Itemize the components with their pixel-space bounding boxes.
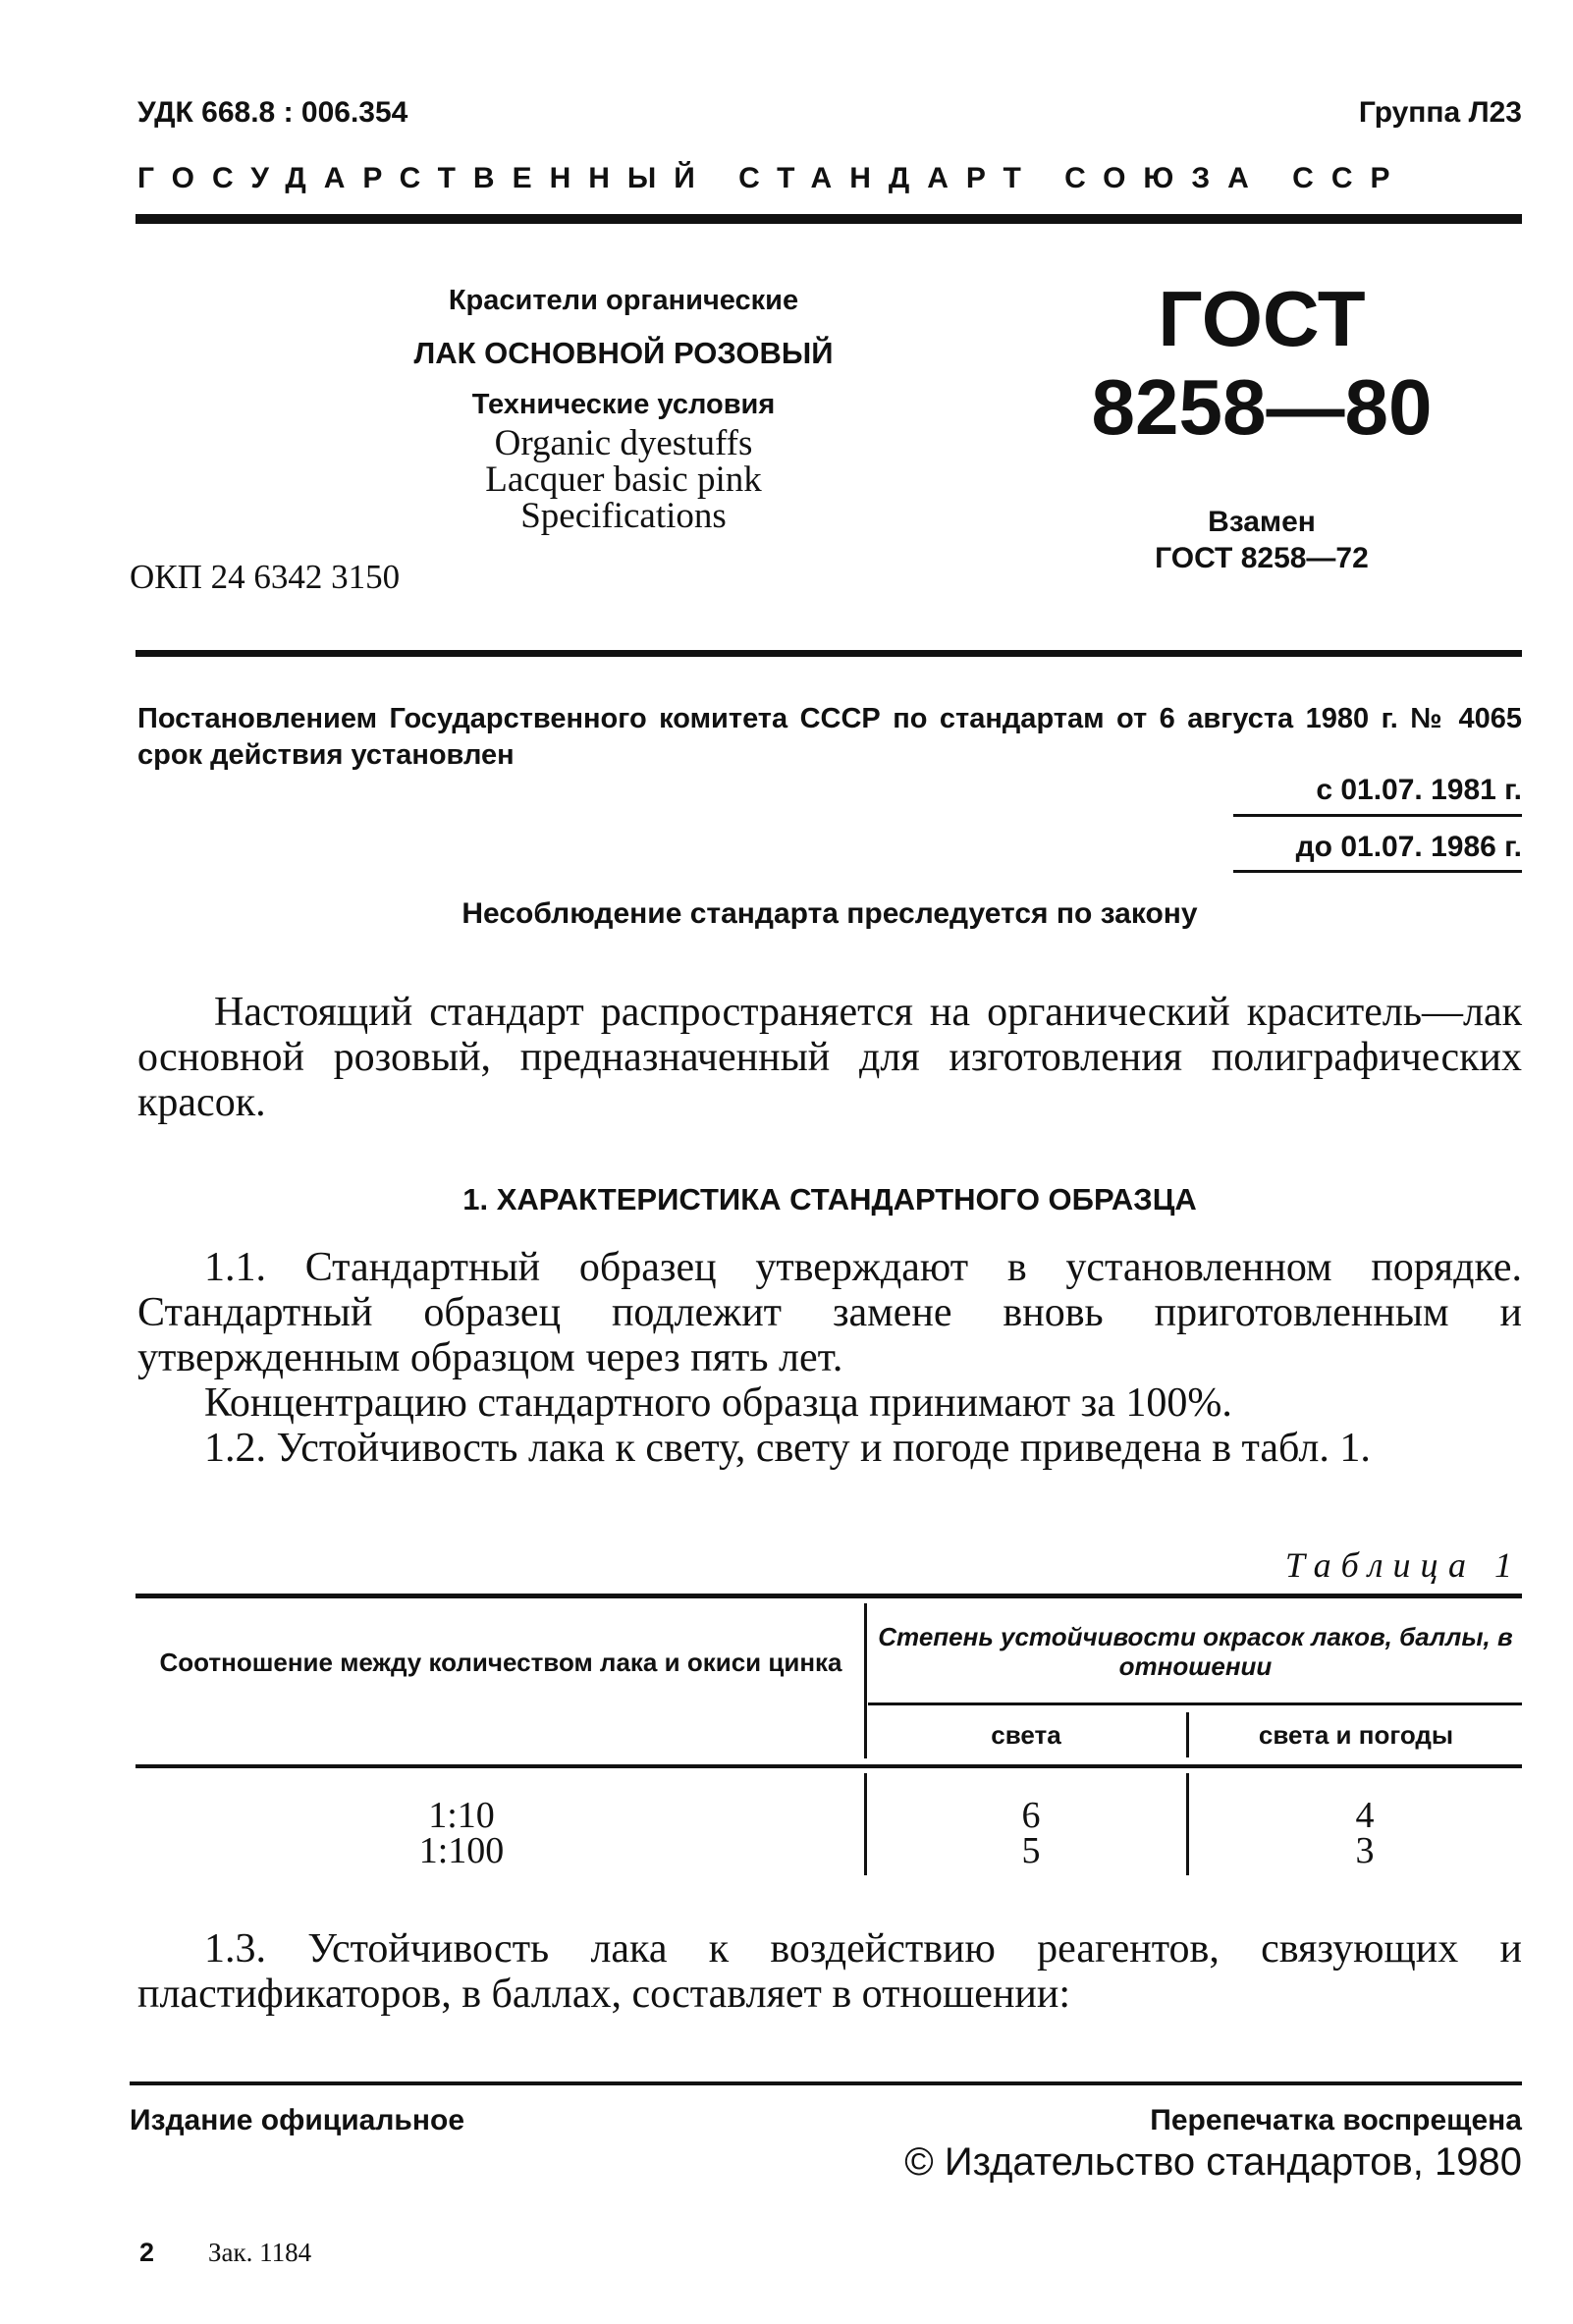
gost-label: ГОСТ — [1158, 275, 1366, 362]
noncompliance-notice: Несоблюдение стандарта преследуется по закону — [461, 897, 1198, 930]
english-spec-type: Specifications — [520, 496, 727, 536]
table-cell-light-weather: 4 — [1355, 1795, 1375, 1836]
intro-paragraph: Настоящий стандарт распространяется на органический краситель—лак основной розовый, предназначенный для изготовления полиграфических красок. — [137, 990, 1522, 1125]
title-block — [324, 278, 923, 534]
table-top-rule — [136, 1594, 1522, 1598]
section-1-heading: 1. ХАРАКТЕРИСТИКА СТАНДАРТНОГО ОБРАЗЦА — [462, 1182, 1197, 1216]
category-title: Красители органические — [448, 285, 799, 316]
spec-type-title: Технические условия — [471, 389, 776, 420]
gost-number: 8258—80 — [1091, 363, 1433, 451]
table-caption: Таблица 1 — [1284, 1545, 1522, 1585]
reprint-prohibited-label: Перепечатка воспрещена — [1150, 2104, 1522, 2136]
print-order-number: Зак. 1184 — [208, 2238, 312, 2267]
date-from-underline — [1233, 814, 1522, 817]
clause-1-1-concentration: Концентрацию стандартного образца принимают за 100%. — [204, 1380, 1232, 1426]
table-subheader-rule — [868, 1702, 1522, 1705]
clause-1-1: 1.1. Стандартный образец утверждают в установленном порядке. Стандартный образец подлежит замене вновь приготовленным и утвержденным образцом через пять лет. — [137, 1245, 1522, 1380]
clause-1-2: 1.2. Устойчивость лака к свету, свету и погоде приведена в табл. 1. — [204, 1426, 1371, 1471]
replaces-value: ГОСТ 8258—72 — [1155, 542, 1369, 574]
effective-to-date: до 01.07. 1986 г. — [1295, 831, 1522, 863]
table-cell-ratio: 1:10 — [428, 1795, 495, 1836]
table-column-divider — [864, 1603, 867, 1758]
table-header-light: света — [991, 1720, 1061, 1750]
table-subcolumn-divider — [1186, 1712, 1189, 1757]
section-rule — [136, 650, 1522, 657]
table-cell-light: 6 — [1021, 1795, 1041, 1836]
publisher-copyright: © Издательство стандартов, 1980 — [904, 2140, 1522, 2184]
effective-from-date: с 01.07. 1981 г. — [1316, 774, 1522, 806]
state-standard-banner: ГОСУДАРСТВЕННЫЙ СТАНДАРТ СОЮЗА ССР — [137, 162, 1408, 194]
group-code: Группа Л23 — [1358, 96, 1522, 129]
table-header-degree: Степень устойчивости окрасок лаков, баллы, в отношении — [878, 1622, 1513, 1681]
table-cell-light: 5 — [1021, 1830, 1041, 1871]
replaces-label: Взамен — [1208, 506, 1316, 538]
footer-rule — [130, 2081, 1522, 2085]
table-header-light-weather: света и погоды — [1258, 1720, 1454, 1750]
product-title: ЛАК ОСНОВНОЙ РОЗОВЫЙ — [413, 336, 834, 370]
okp-code: ОКП 24 6342 3150 — [130, 558, 401, 596]
clause-1-3: 1.3. Устойчивость лака к воздействию реагентов, связующих и пластификаторов, в баллах, составляет в отношении: — [137, 1926, 1522, 2017]
page-number: 2 — [139, 2238, 155, 2267]
udk-code: УДК 668.8 : 006.354 — [137, 96, 408, 129]
english-category: Organic dyestuffs — [494, 423, 753, 463]
table-cell-light-weather: 3 — [1355, 1830, 1375, 1871]
date-to-underline — [1233, 870, 1522, 873]
table-header-ratio: Соотношение между количеством лака и окиси цинка — [159, 1648, 842, 1677]
table-cell-ratio: 1:100 — [418, 1830, 505, 1871]
official-edition-label: Издание официальное — [130, 2104, 465, 2136]
decree-text: Постановлением Государственного комитета СССР по стандартам от 6 августа 1980 г. № 4065 срок действия установлен — [137, 703, 1522, 771]
table-header-rule — [136, 1764, 1522, 1768]
table-subcolumn-divider — [1186, 1773, 1189, 1875]
table-column-divider — [864, 1773, 867, 1875]
top-rule — [136, 214, 1522, 224]
english-product: Lacquer basic pink — [485, 459, 762, 500]
